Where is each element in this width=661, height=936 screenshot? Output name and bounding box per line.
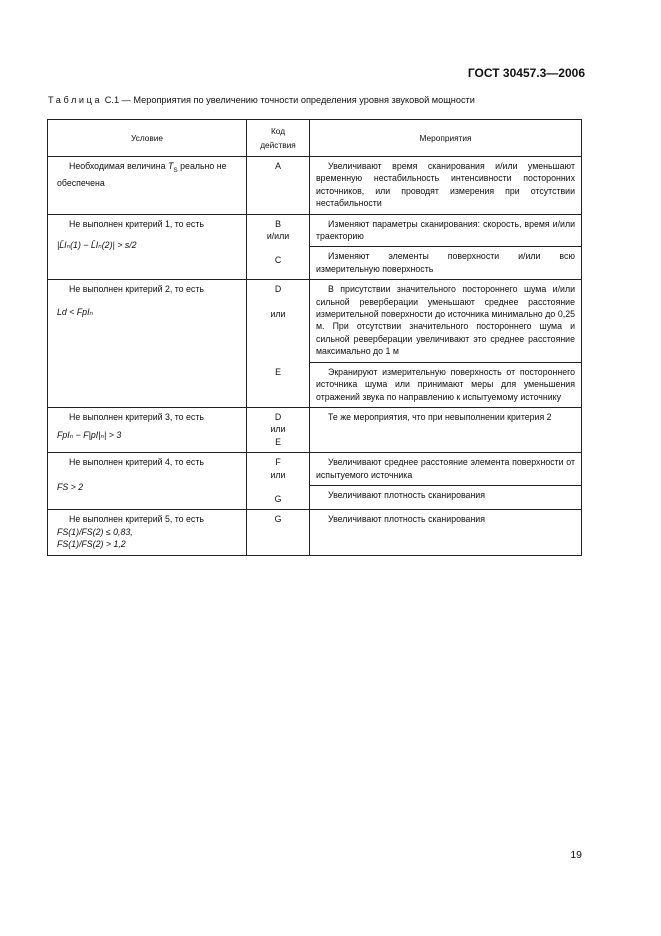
measure-text: Изменяют элементы поверхности и/или всю измерительную поверхность [316,251,575,274]
measure-divider [310,485,581,486]
code-value: E [275,436,281,447]
measure-text: Увеличивают плотность сканирования [328,489,485,500]
header-code-text: Код действия [260,126,296,150]
criterion-1-formula: |L̄Iₙ(1) − L̄Iₙ(2)| > s/2 [57,240,137,251]
row5-condition-text: Не выполнен критерий 4, то есть [69,457,204,468]
header-condition: Условие [48,120,247,157]
formula-variable: T [168,161,174,171]
code-value: G [274,514,282,525]
row5-measures [310,453,582,510]
row3-condition [48,280,247,408]
measure-text: Увеличивают время сканирования и/или уменьшают временную нестабильность интенсивности посторонних источников, или проводят измерения при отсутствии нестабильности [316,161,575,209]
table-row [48,280,582,408]
row4-code [247,407,310,452]
row1-code [247,157,310,215]
measure-text: Те же мероприятия, что при невыполнении критерия 2 [328,411,552,422]
code-value: G [274,493,282,504]
table-header-row [48,120,582,157]
formula-subscript: S [173,166,178,174]
row2-code [247,214,310,280]
row6-condition-text: Не выполнен критерий 5, то есть [69,514,204,525]
criterion-5-formula-line1: FS(1)/FS(2) ≤ 0,83, [57,526,133,537]
table-row [48,510,582,555]
row4-condition [48,407,247,452]
caption-text: С.1 — Мероприятия по увеличению точности определения уровня звуковой мощности [102,95,475,105]
measure-divider [310,246,581,247]
row5-code [247,453,310,510]
row2-condition-text: Не выполнен критерий 1, то есть [69,218,204,229]
row6-condition [48,510,247,555]
table-row [48,157,582,215]
row3-condition-text: Не выполнен критерий 2, то есть [69,284,204,295]
row4-measures [310,407,582,452]
header-code [247,120,310,157]
row5-condition [48,453,247,510]
row2-condition [48,214,247,280]
row1-condition [48,157,247,215]
measure-divider [310,362,581,363]
criterion-4-formula: FS > 2 [57,481,84,492]
table-row [48,453,582,510]
criterion-2-formula: Ld < FpIₙ [57,306,94,317]
code-value: C [274,255,282,266]
code-value: D [274,411,282,422]
table-row [48,407,582,452]
code-connector: или [270,424,286,435]
code-value: E [275,367,281,378]
code-value: B [275,218,281,229]
row3-code [247,280,310,408]
code-value: D [274,284,282,295]
code-value: F [275,457,281,468]
row4-condition-text: Не выполнен критерий 3, то есть [69,411,204,422]
code-connector: или [270,308,286,319]
row6-measures [310,510,582,555]
measure-text: Экранируют измерительную поверхность от постороннего источника шума или принимают меры для уменьшения отражений звука по направлению к испытуемому источнику [316,366,575,402]
measure-text: В присутствии значительного постороннего шума и/или сильной реверберации уменьшают среднее расстояние измерительной поверхности до источника минимально до 0,25 м. При отсутствии значительного постороннего шума и сильной реверберации увеличивают это среднее расстояние максимально до 1 м [316,284,575,357]
code-connector: или [270,469,286,480]
measures-table [47,119,582,556]
table-row [48,214,582,280]
code-value: A [275,161,281,171]
row1-condition-text: Необходимая величина $T_S$ реально не обеспечена [57,161,227,189]
measure-text: Изменяют параметры сканирования: скорость, время и/или траекторию [316,218,575,242]
measure-text: Увеличивают плотность сканирования [328,514,485,525]
row1-measures [310,157,582,215]
table-caption [48,95,475,105]
header-measures: Мероприятия [310,120,582,157]
row6-code [247,510,310,555]
caption-label: Таблица [48,95,103,105]
row2-measures [310,214,582,280]
row3-measures [310,280,582,408]
page-number: 19 [570,849,582,861]
criterion-3-formula: FpIₙ − F|pI|ₙ| > 3 [57,430,122,441]
document-id: ГОСТ 30457.3—2006 [467,66,585,80]
code-connector: и/или [266,231,290,242]
measure-text: Увеличивают среднее расстояние элемента поверхности от испытуемого источника [316,457,575,480]
criterion-5-formula-line2: FS(1)/FS(2) > 1,2 [57,539,126,550]
